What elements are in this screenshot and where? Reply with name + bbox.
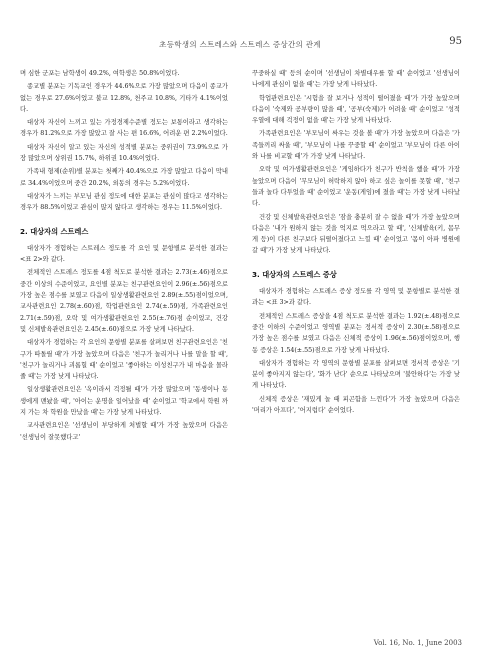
paragraph: 교사관련요인은 '선생님이 부당하게 처벌할 때'가 가장 높았으며 다음은 '선생님이 잘못했다고': [20, 422, 228, 441]
right-column: [252, 68, 460, 418]
paragraph: 건강 및 신체발육관련요인은 '잠을 충분히 잘 수 없을 때'가 가장 높았으며 다음은 '내가 원하지 않는 것을 억지로 먹으라고 할 때', '신체발육(키, 몸무게 등)이 다른 친구보다 뒤떨어졌다고 느낄 때' 순이었고 '몸이 아파 병원에 갈 때'가 가장 낮게 나타났다.: [252, 213, 460, 255]
paragraph: 가족내 형제(순위)별 분포는 첫째가 40.4%으로 가장 많았고 다음이 막내로 34.4%이었으며 중간 20.2%, 외동의 경우는 5.2%이었다.: [20, 168, 228, 187]
running-header: [18, 36, 462, 52]
paragraph: 일상생활관련요인은 '옥이라서 걱정될 때'가 가장 많았으며 '동생이나 동생에게 맨놨을 때', '아이는 운명을 일어났을 때' 순이었고 '학교에서 학원 까지 가는 차 학원을 만났을 때'는 가장 낮게 나타났다.: [20, 386, 228, 417]
journal-citation: Vol. 16, No. 1, June 2003: [373, 639, 462, 647]
paragraph: 대상자가 느끼는 부모님 관심 정도에 대한 분포는 관심이 많다고 생각하는 경우가 88.5%이었고 관심이 많지 않다고 생각하는 경우는 11.5%이었다.: [20, 192, 228, 212]
paragraph: 대상자가 경험하는 각 요인의 문항별 분포를 살펴보면 친구관련요인은 '친구가 따돌릴 때'가 가장 높았으며 다음은 '친구가 놀리거나 나를 말을 할 때', '친구가 놀리거나 괴롭힐 때' 순이었고 '좋아하는 이성친구가 내 마음을 몰라줄 때'는 가장 낮게 나타났다.: [20, 339, 228, 381]
paragraph: 신체적 증상은 '재밌게 놀 때 피곤함을 느낀다'가 가장 높았으며 다음은 '머리가 아프다', '어지럽다' 순이었다.: [252, 395, 460, 415]
paragraph: 가족관련요인은 '부모님이 싸우는 것을 볼 때'가 가장 높았으며 다음은 '가족들끼리 싸울 때', '부모님이 나를 꾸중할 때' 순이었고 '부모님이 다른 아이와 나를 비교할 때'가 가장 낮게 나타났다.: [252, 130, 460, 161]
section-heading: 2. 대상자의 스트레스: [20, 226, 89, 236]
paragraph: 대상자가 경험하는 각 영역의 문항별 분포를 살펴보면 정서적 증상은 '기분이 좋아지지 않는다', '화가 난다' 순으로 나타났으며 '불안하다'는 가장 낮게 나타났다.: [252, 359, 460, 390]
paragraph: 대상자가 경험하는 스트레스 정도를 각 요인 및 문항별로 분석한 결과는 <표 2>와 같다.: [20, 244, 228, 264]
paragraph: 전체적인 스트레스 정도를 4점 척도로 분석한 결과는 2.73(±.46)점으로 중간 이상의 수준이었고, 요인별 분포는 친구관련요인이 2.96(±.56)점으로 가장 높은 점수를 보였고 다음이 일상생활관련요인 2.89(±.55)점이었으며, 교사관련요인 2.78(±.60)점, 학업관련요인 2.74(±.59)점, 가족관련요인 2.71(±.59)점, 오락 및 여가생활관련요인 2.55(±.76)점 순이었고, 건강 및 신체발육관련요인은 2.45(±.60)점으로 가장 낮게 나타났다.: [20, 269, 228, 333]
left-column: [20, 68, 228, 445]
section-heading: 3. 대상자의 스트레스 증상: [252, 269, 337, 279]
page-number: 95: [449, 36, 462, 47]
paragraph: 전체적인 스트레스 증상을 4점 척도로 분석한 결과는 1.92(±.48)점으로 중간 이하의 수준이었고 영역별 분포는 정서적 증상이 2.30(±.58)점으로 가장 높은 점수를 보였고 다음은 신체적 증상이 1.96(±.56)점이었으며, 행동 증상은 1.54(±.55)점으로 가장 낮게 나타났다.: [252, 312, 460, 354]
paragraph: 학업관련요인은 '시험을 잘 보거나 성적이 떨어졌을 때'가 가장 높았으며 다음이 '숙제와 공부량이 많을 때', '공부(숙제)가 어려울 때' 순이었고 '성적 우열에 대해 걱정이 없을 때'는 가장 낮게 나타났다.: [252, 94, 460, 125]
paragraph: 대상자가 경험하는 스트레스 증상 정도를 각 영역 및 문항별로 분석한 결과는 <표 3>과 같다.: [252, 288, 460, 307]
paragraph: 오락 및 여가생활관련요인은 '게임하다가 친구가 반칙을 했을 때'가 가장 높았으며 다음이 '무모님이 허락하지 않아 하고 싶은 놀이를 못할 때', '친구들과 놀다 다투었을 때' 순이었고 '운동(게임)에 졌을 때'는 가장 낮게 나타났다.: [252, 166, 460, 208]
paragraph: 대상자 자신이 느끼고 있는 가정경제수준별 정도는 보통이라고 생각하는 경우가 81.2%으로 가장 많았고 잘 사는 편 16.6%, 어려운 편 2.2%이었다.: [20, 119, 228, 138]
paragraph: 대상자 자신이 알고 있는 자신의 성적별 분포는 중위권이 73.9%으로 가장 많았으며 상위권 15.7%, 하위권 10.4%이었다.: [20, 143, 228, 163]
running-title: 초등학생의 스트레스와 스트레스 증상간의 관계: [159, 40, 321, 49]
paragraph: 꾸중하실 때' 등의 순이며 '선생님이 차별대우를 할 때' 순이었고 '선생님이 나에게 관심이 없을 때'는 가장 낮게 나타났다.: [252, 70, 460, 89]
paragraph: 며 심한 군포는 남학생이 49.2%, 여학생은 50.8%이었다.: [20, 70, 180, 77]
paragraph: 종교별 분포는 기독교인 경우가 44.6%으로 가장 많았으며 다음이 종교가 없는 경우로 27.6%이었고 불교 12.8%, 천주교 10.8%, 기타가 4.1%이었다.: [20, 83, 228, 113]
